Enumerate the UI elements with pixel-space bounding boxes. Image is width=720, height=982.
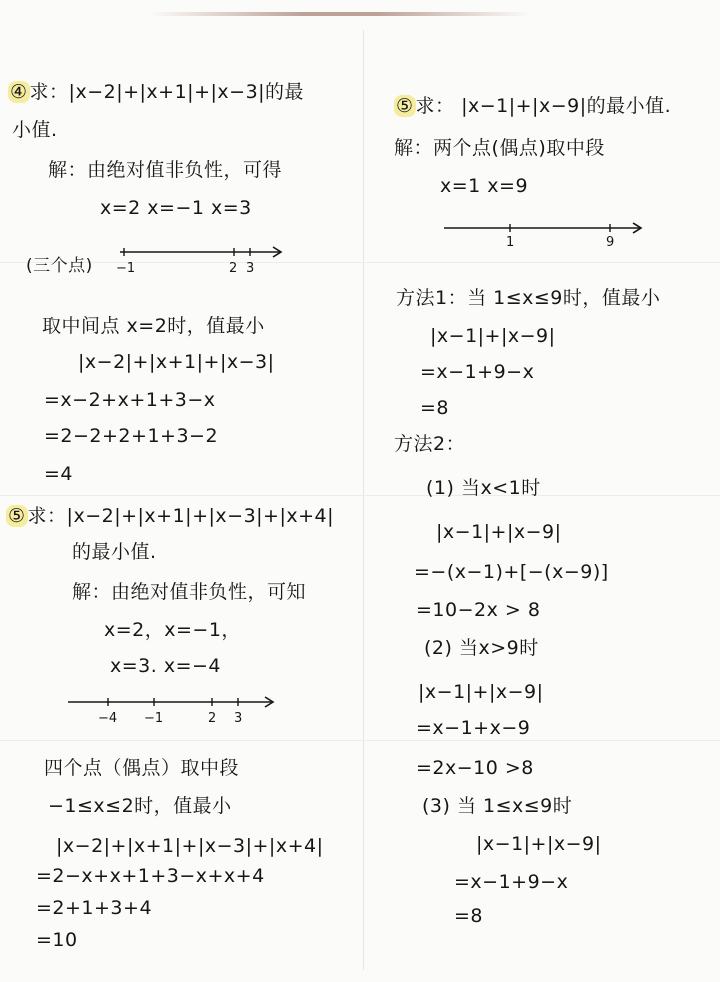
m2-case1-head: (1) 当x<1时 bbox=[426, 477, 541, 499]
p4-conclusion: 取中间点 x=2时，值最小 bbox=[42, 315, 265, 337]
tick-label: 1 bbox=[506, 235, 515, 250]
p4-number-badge: ④ bbox=[10, 81, 28, 103]
tick-label: 2 bbox=[229, 261, 238, 276]
tick-label: 3 bbox=[234, 711, 243, 726]
m2-case2-step: =x−1+x−9 bbox=[416, 717, 531, 739]
m2-case3-step: =x−1+9−x bbox=[454, 871, 569, 893]
m2-case2-head: (2) 当x>9时 bbox=[424, 637, 539, 659]
p4-axis-caption: (三个点) bbox=[26, 256, 93, 276]
m2-head: 方法2： bbox=[394, 433, 466, 455]
p5b-title-text: 求： |x−1|+|x−9|的最小值. bbox=[415, 95, 672, 117]
p4-step: =x−2+x+1+3−x bbox=[44, 389, 216, 411]
p5a-solution-head: 解：由绝对值非负性，可知 bbox=[72, 581, 307, 603]
tick-label: −4 bbox=[98, 711, 118, 726]
p5b-number-badge: ⑤ bbox=[396, 95, 414, 117]
p5b-points: x=1 x=9 bbox=[440, 175, 529, 197]
tick-label: 2 bbox=[208, 711, 217, 726]
p4-title bbox=[8, 80, 304, 104]
fold-line bbox=[0, 740, 720, 741]
p5a-step: =2+1+3+4 bbox=[36, 897, 153, 919]
fold-line-vertical bbox=[363, 30, 364, 970]
p5a-points-line1: x=2，x=−1， bbox=[104, 619, 241, 641]
p5b-solution-head: 解：两个点(偶点)取中段 bbox=[394, 137, 605, 159]
m2-case2-step: |x−1|+|x−9| bbox=[418, 681, 544, 703]
p5a-conclusion1: 四个点（偶点）取中段 bbox=[44, 757, 240, 779]
p5a-title-cont: 的最小值. bbox=[72, 541, 157, 563]
p5a-points-line2: x=3. x=−4 bbox=[110, 655, 222, 677]
tick-label: 9 bbox=[606, 235, 615, 250]
m1-step: |x−1|+|x−9| bbox=[430, 325, 556, 347]
p4-title-text: 求：|x−2|+|x+1|+|x−3|的最 bbox=[29, 81, 305, 103]
m1-answer: =8 bbox=[420, 397, 450, 419]
m2-case3-step: |x−1|+|x−9| bbox=[476, 833, 602, 855]
m2-case3-head: (3) 当 1≤x≤9时 bbox=[422, 795, 573, 817]
p5a-number-line bbox=[62, 688, 282, 728]
tick-label: −1 bbox=[144, 711, 164, 726]
p4-number-line bbox=[110, 238, 290, 278]
m2-case1-step: |x−1|+|x−9| bbox=[436, 521, 562, 543]
p5a-conclusion2: −1≤x≤2时，值最小 bbox=[48, 795, 232, 817]
top-edge-line bbox=[150, 12, 530, 16]
m1-head: 方法1：当 1≤x≤9时，值最小 bbox=[396, 287, 661, 309]
p5a-title bbox=[6, 504, 334, 528]
tick-label: 3 bbox=[246, 261, 255, 276]
m2-case1-step: =−(x−1)+[−(x−9)] bbox=[414, 561, 609, 583]
p5a-step: =2−x+x+1+3−x+x+4 bbox=[36, 865, 265, 887]
m2-case3-answer: =8 bbox=[454, 905, 484, 927]
m1-step: =x−1+9−x bbox=[420, 361, 535, 383]
p4-answer: =4 bbox=[44, 463, 74, 485]
p4-solution-head: 解：由绝对值非负性，可得 bbox=[48, 159, 283, 181]
tick-label: −1 bbox=[116, 261, 136, 276]
p5a-title-text: 求：|x−2|+|x+1|+|x−3|+|x+4| bbox=[27, 505, 335, 527]
p4-title-cont: 小值. bbox=[12, 119, 58, 141]
p5b-title bbox=[394, 94, 671, 118]
p4-step: |x−2|+|x+1|+|x−3| bbox=[78, 351, 275, 373]
m2-case2-step: =2x−10 >8 bbox=[416, 757, 534, 779]
p5a-answer: =10 bbox=[36, 929, 78, 951]
p5a-number-badge: ⑤ bbox=[8, 505, 26, 527]
p5a-step: |x−2|+|x+1|+|x−3|+|x+4| bbox=[56, 835, 324, 857]
m2-case1-step: =10−2x > 8 bbox=[416, 599, 541, 621]
fold-line bbox=[0, 262, 720, 263]
fold-line bbox=[0, 495, 720, 496]
p4-points: x=2 x=−1 x=3 bbox=[100, 197, 252, 219]
p5b-number-line bbox=[440, 214, 650, 250]
p4-step: =2−2+2+1+3−2 bbox=[44, 425, 219, 447]
